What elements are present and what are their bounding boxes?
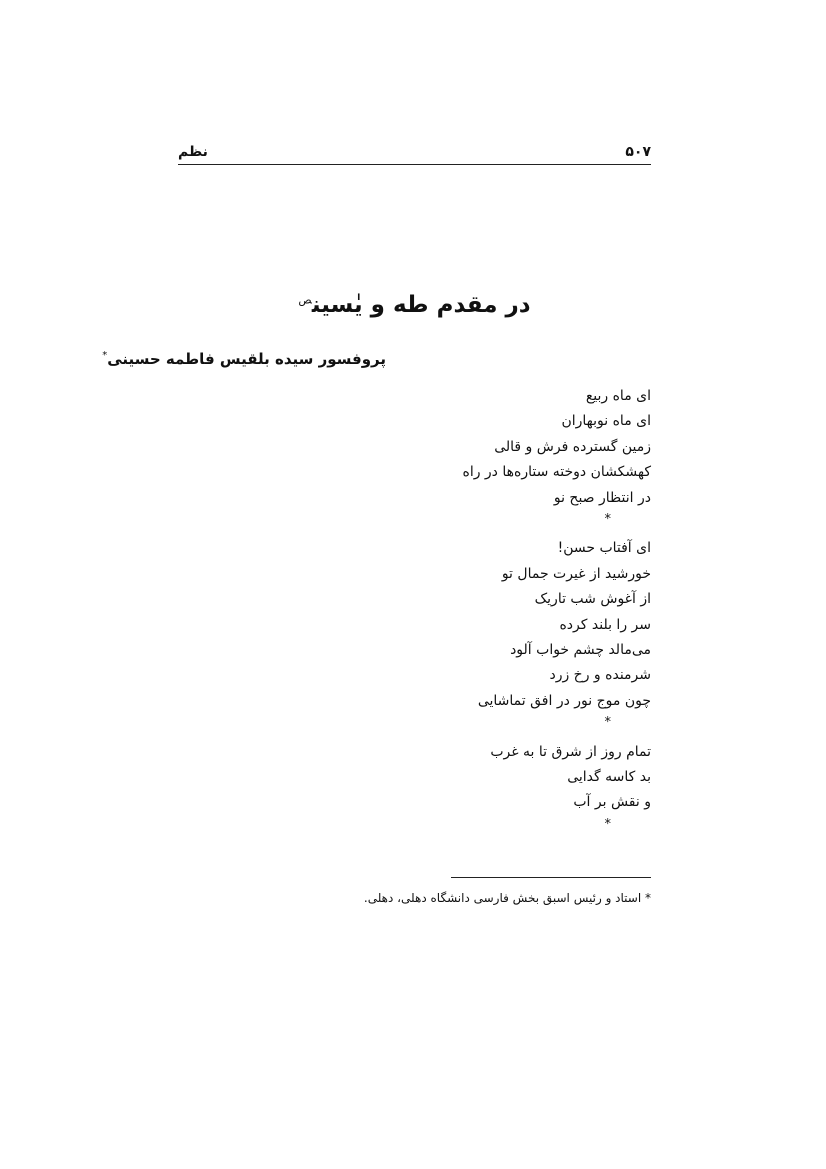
poem-line: زمین گسترده فرش و قالی	[494, 438, 651, 455]
poem-line: در انتظار صبح نو	[553, 489, 651, 506]
poem-line: کهشکشان دوخته ستاره‌ها در راه	[462, 464, 651, 481]
footnote-divider	[451, 877, 651, 878]
author-name: پروفسور سیده بلقیس فاطمه حسینی	[107, 350, 386, 368]
poem-line: ای ماه ربیع	[585, 388, 651, 404]
poem-line: ای آفتاب حسن!	[557, 540, 651, 557]
poem-line: چون موج نور در افق تماشایی	[477, 692, 651, 709]
poem-line: خورشید از غیرت جمال تو	[501, 565, 651, 582]
running-header	[178, 142, 651, 165]
poem-line: تمام روز از شرق تا به غرب	[490, 743, 651, 760]
poem-title-honorific: ص	[298, 293, 312, 307]
poem-line: می‌مالد چشم خواب آلود	[510, 642, 651, 659]
stanza-separator: *	[604, 512, 611, 528]
author-footnote-mark: *	[102, 350, 108, 361]
poem-line: سر را بلند کرده	[559, 616, 651, 633]
stanza-separator: *	[604, 816, 611, 832]
poem-title	[178, 292, 651, 318]
page-number: ۵۰۷	[625, 144, 651, 160]
poem-line: شرمنده و رخ زرد	[549, 667, 651, 684]
stanza-separator: *	[604, 715, 611, 731]
poem-line: ای ماه نوبهاران	[561, 413, 651, 430]
footnote: * استاد و رئیس اسبق بخش فارسی دانشگاه دهلی، دهلی.	[363, 891, 651, 905]
header-section-name: نظم	[178, 144, 208, 160]
poem-line: از آغوش شب تاریک	[534, 591, 651, 608]
poem-body	[351, 384, 651, 841]
poem-title-text: در مقدم طه و يٰسين	[311, 292, 531, 318]
author-line	[102, 350, 386, 368]
poem-line: و نقش بر آب	[573, 794, 651, 811]
poem-line: بد کاسه گدایی	[567, 769, 651, 786]
